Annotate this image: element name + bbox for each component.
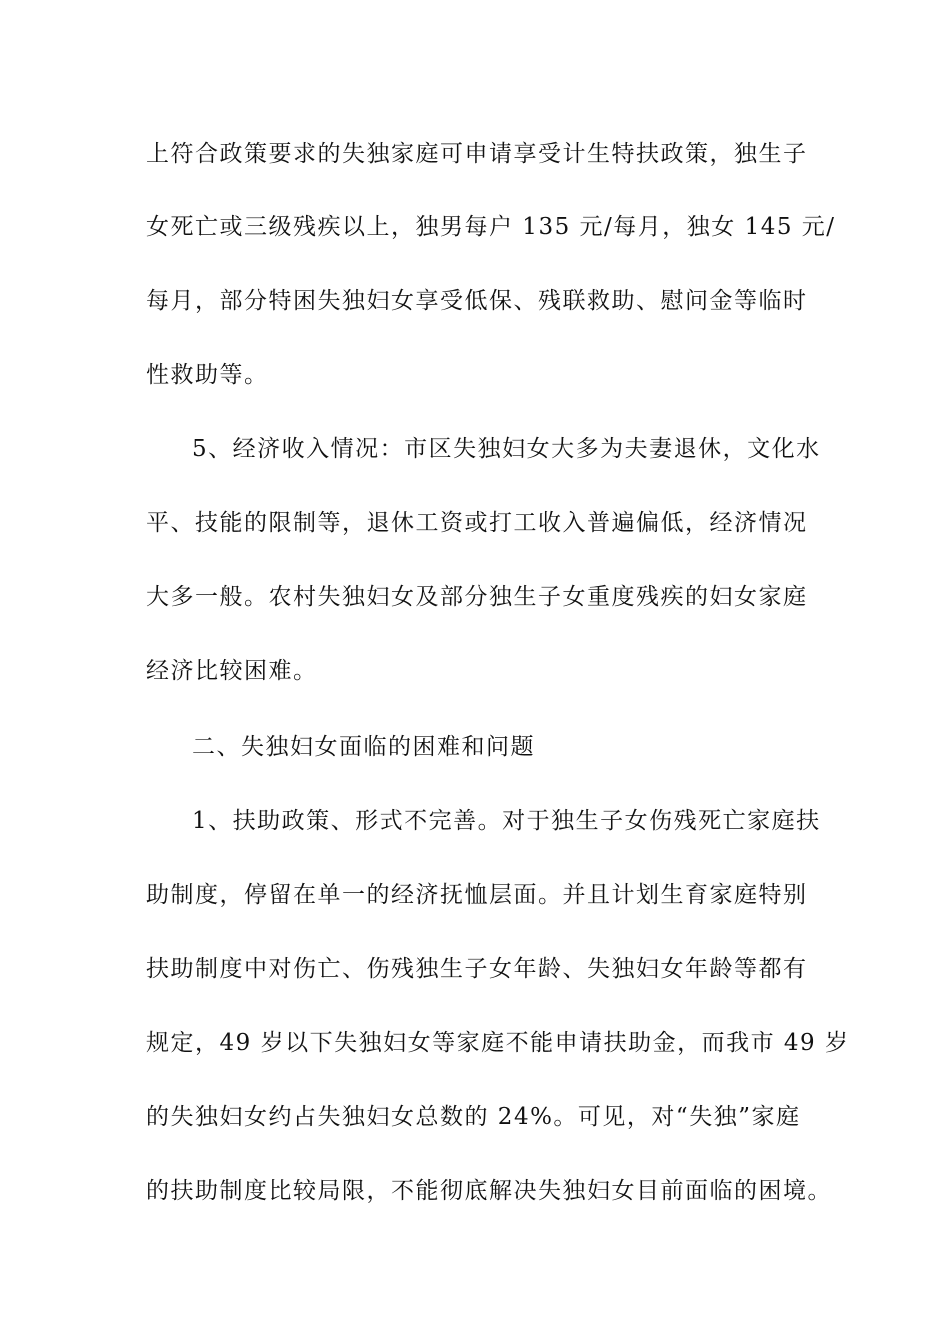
- text-line-10: 1、扶助政策、形式不完善。对于独生子女伤残死亡家庭扶: [192, 808, 821, 834]
- text-line-7: 大多一般。农村失独妇女及部分独生子女重度残疾的妇女家庭: [146, 584, 808, 610]
- text-line-6: 平、技能的限制等，退休工资或打工收入普遍偏低，经济情况: [146, 510, 808, 536]
- text-line-11: 助制度，停留在单一的经济抚恤层面。并且计划生育家庭特别: [146, 882, 808, 908]
- text-line-4: 性救助等。: [146, 362, 269, 388]
- text-line-15: 的扶助制度比较局限，不能彻底解决失独妇女目前面临的困境。: [146, 1178, 832, 1204]
- text-line-8: 经济比较困难。: [146, 658, 318, 684]
- text-line-5: 5、经济收入情况：市区失独妇女大多为夫妻退休，文化水: [192, 436, 821, 462]
- text-line-3: 每月，部分特困失独妇女享受低保、残联救助、慰问金等临时: [146, 288, 808, 314]
- text-line-12: 扶助制度中对伤亡、伤残独生子女年龄、失独妇女年龄等都有: [146, 956, 808, 982]
- text-line-2: 女死亡或三级残疾以上，独男每户 135 元/每月，独女 145 元/: [146, 214, 836, 240]
- text-line-1: 上符合政策要求的失独家庭可申请享受计生特扶政策，独生子: [146, 141, 808, 167]
- text-line-14: 的失独妇女约占失独妇女总数的 24%。可见，对“失独”家庭: [146, 1104, 801, 1130]
- text-line-13: 规定，49 岁以下失独妇女等家庭不能申请扶助金，而我市 49 岁: [146, 1030, 850, 1056]
- section-heading: 二、失独妇女面临的困难和问题: [192, 734, 535, 760]
